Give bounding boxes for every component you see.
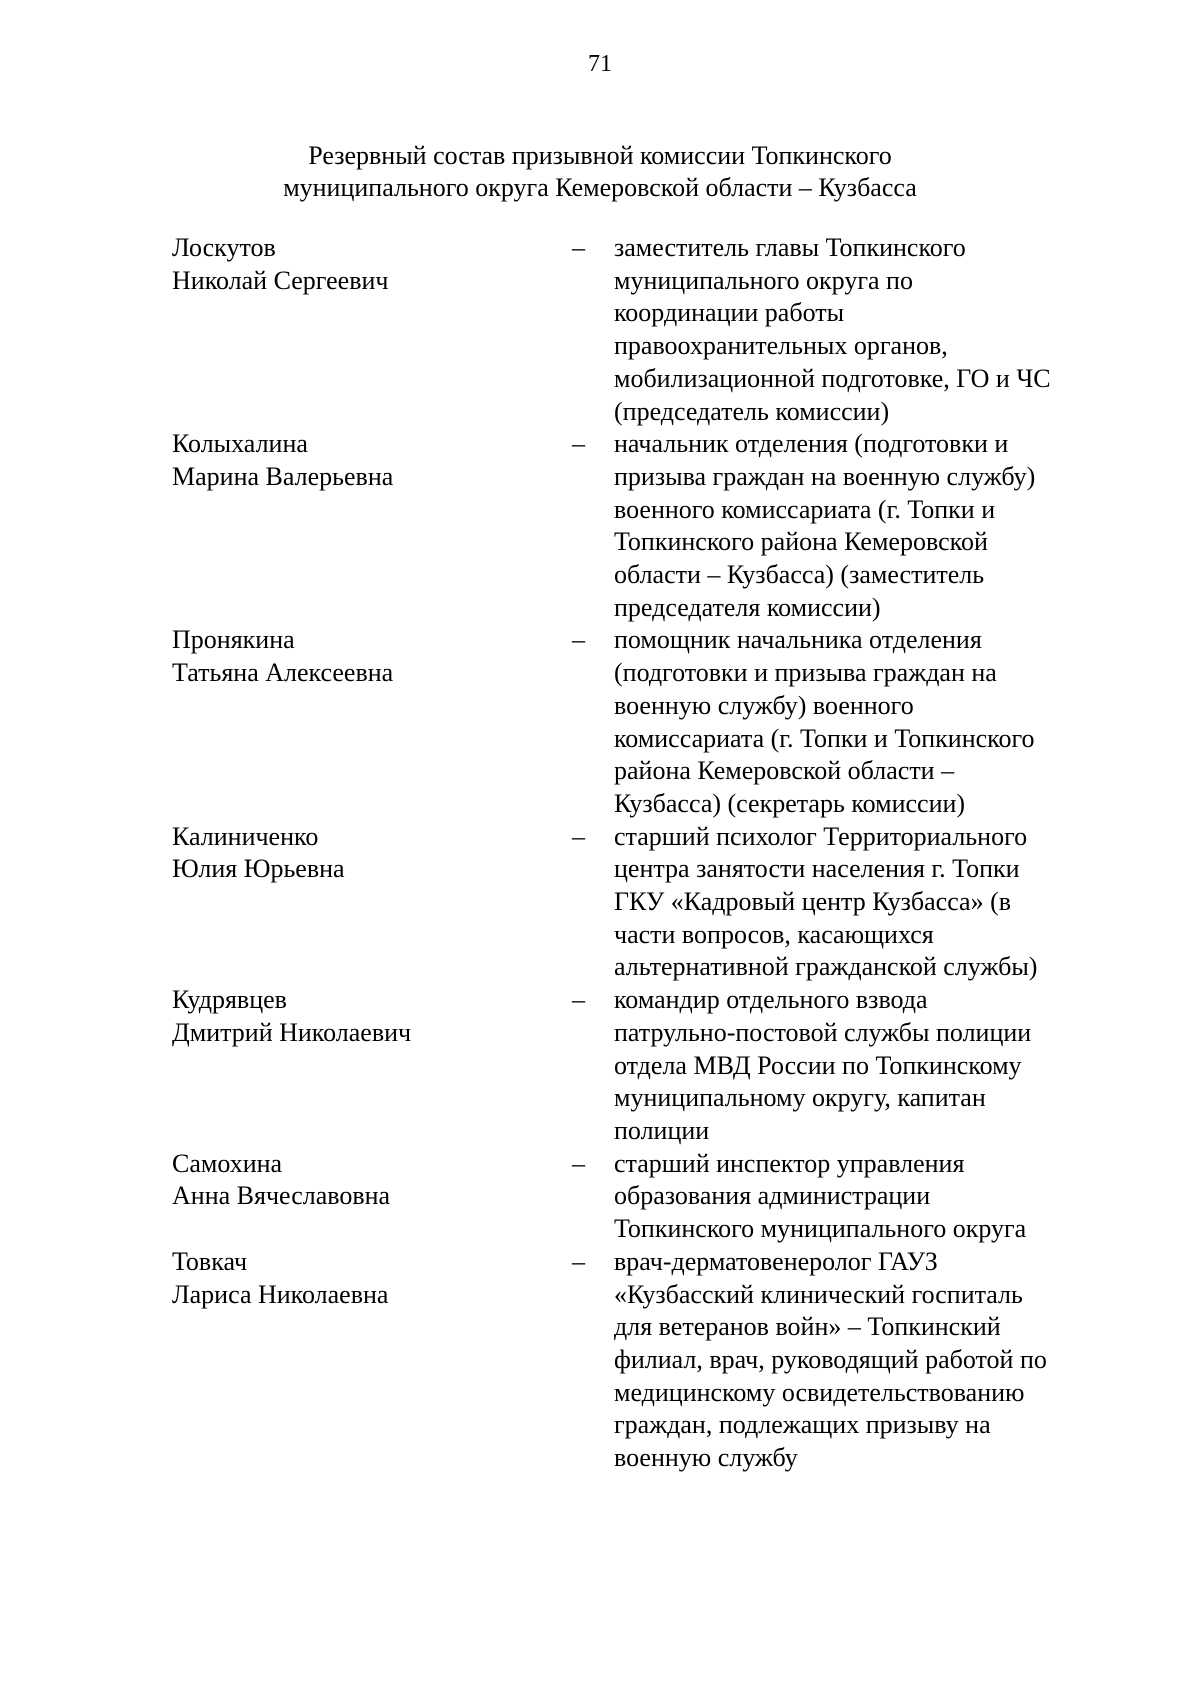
role-line: муниципальному округу, капитан [614, 1083, 986, 1113]
role-line: заместитель главы Топкинского [614, 233, 966, 262]
role-line: врач-дерматовенеролог ГАУЗ [614, 1246, 938, 1276]
dash-separator: – [572, 429, 585, 459]
role-line: альтернативной гражданской службы) [614, 952, 1038, 982]
member-given-names: Татьяна Алексеевна [172, 658, 394, 688]
member-entry [172, 821, 1112, 985]
member-entry [172, 428, 1112, 624]
dash-separator: – [572, 1246, 585, 1276]
members-list [172, 232, 1112, 1475]
member-entry [172, 624, 1112, 820]
dash-separator: – [572, 625, 585, 655]
member-name [172, 232, 572, 428]
member-role [614, 232, 1104, 428]
role-line: образования администрации [614, 1181, 931, 1211]
role-line: патрульно-постовой службы полиции [614, 1017, 1032, 1047]
role-line: (подготовки и призыва граждан на [614, 658, 997, 688]
member-role [614, 821, 1104, 985]
role-line: Топкинского муниципального округа [614, 1214, 1027, 1244]
role-line: военного комиссариата (г. Топки и [614, 494, 996, 524]
member-name [172, 821, 572, 985]
role-line: муниципального округа по [614, 265, 913, 295]
role-line: старший психолог Территориального [614, 821, 1028, 851]
role-line: старший инспектор управления [614, 1148, 965, 1178]
dash-separator: – [572, 985, 585, 1015]
role-line: председателя комиссии) [614, 592, 881, 622]
page-title [0, 140, 1200, 204]
member-surname: Лоскутов [172, 233, 276, 262]
role-line: полиции [614, 1115, 710, 1145]
member-surname: Колыхалина [172, 429, 308, 459]
member-role [614, 428, 1104, 624]
role-line: (председатель комиссии) [614, 396, 890, 426]
role-line: Кузбасса) (секретарь комиссии) [614, 788, 966, 818]
dash-separator: – [572, 821, 585, 851]
dash-separator: – [572, 233, 585, 262]
member-role [614, 624, 1104, 820]
member-entry [172, 1246, 1112, 1475]
member-role [614, 1148, 1104, 1246]
member-given-names: Николай Сергеевич [172, 265, 389, 295]
member-surname: Товкач [172, 1246, 248, 1276]
role-line: отдела МВД России по Топкинскому [614, 1050, 1022, 1080]
member-name [172, 428, 572, 624]
role-line: граждан, подлежащих призыву на [614, 1410, 991, 1440]
member-surname: Калиниченко [172, 821, 319, 851]
role-line: мобилизационной подготовке, ГО и ЧС [614, 363, 1051, 393]
role-line: призыва граждан на военную службу) [614, 461, 1036, 491]
role-line: «Кузбасский клинический госпиталь [614, 1279, 1023, 1309]
member-entry [172, 984, 1112, 1148]
member-name [172, 1246, 572, 1475]
title-line-1: Резервный состав призывной комиссии Топкинского [308, 141, 892, 170]
role-line: начальник отделения (подготовки и [614, 429, 1009, 459]
member-name [172, 624, 572, 820]
role-line: части вопросов, касающихся [614, 919, 934, 949]
member-entry [172, 232, 1112, 428]
title-line-2: муниципального округа Кемеровской области – Кузбасса [283, 173, 917, 202]
member-entry [172, 1148, 1112, 1246]
role-line: для ветеранов войн» – Топкинский [614, 1312, 1001, 1342]
member-role [614, 984, 1104, 1148]
member-surname: Самохина [172, 1148, 283, 1178]
role-line: помощник начальника отделения [614, 625, 982, 655]
member-name [172, 984, 572, 1148]
role-line: ГКУ «Кадровый центр Кузбасса» (в [614, 887, 1012, 917]
page-number: 71 [588, 51, 612, 77]
role-line: медицинскому освидетельствованию [614, 1377, 1025, 1407]
role-line: центра занятости населения г. Топки [614, 854, 1020, 884]
role-line: филиал, врач, руководящий работой по [614, 1344, 1047, 1374]
member-role [614, 1246, 1104, 1475]
member-given-names: Анна Вячеславовна [172, 1181, 391, 1211]
dash-separator: – [572, 1148, 585, 1178]
role-line: Топкинского района Кемеровской [614, 527, 988, 557]
role-line: координации работы [614, 298, 845, 328]
member-surname: Пронякина [172, 625, 295, 655]
member-given-names: Дмитрий Николаевич [172, 1017, 412, 1047]
role-line: комиссариата (г. Топки и Топкинского [614, 723, 1035, 753]
role-line: правоохранительных органов, [614, 331, 948, 361]
member-given-names: Юлия Юрьевна [172, 854, 345, 884]
member-given-names: Марина Валерьевна [172, 461, 394, 491]
role-line: военную службу [614, 1443, 798, 1473]
role-line: области – Кузбасса) (заместитель [614, 560, 985, 590]
role-line: военную службу) военного [614, 690, 914, 720]
role-line: командир отдельного взвода [614, 985, 928, 1015]
member-surname: Кудрявцев [172, 985, 287, 1015]
member-given-names: Лариса Николаевна [172, 1279, 389, 1309]
member-name [172, 1148, 572, 1246]
role-line: района Кемеровской области – [614, 756, 955, 786]
